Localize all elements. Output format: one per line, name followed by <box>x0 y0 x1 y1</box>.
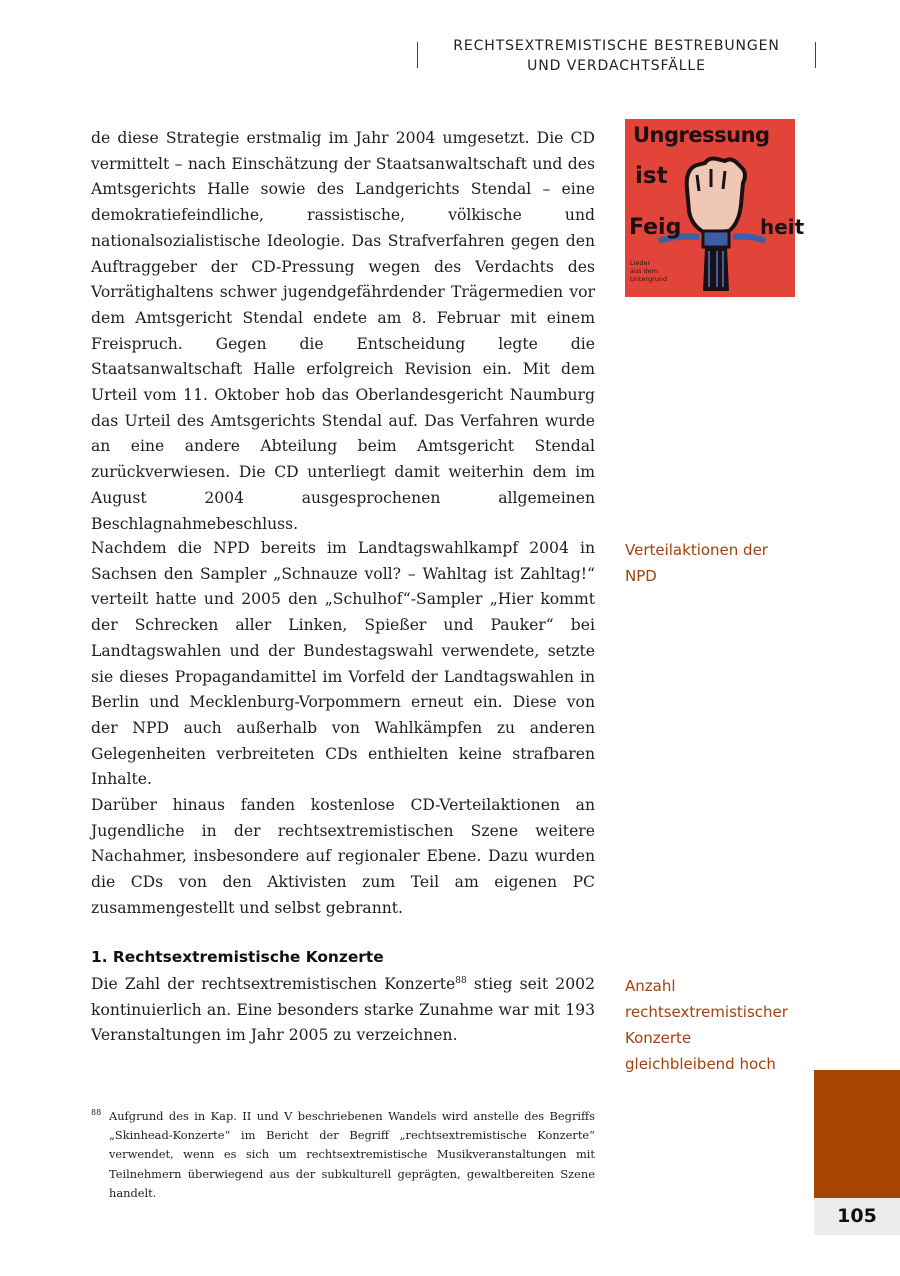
footnote-number: 88 <box>91 1108 102 1117</box>
header-line-2: UND VERDACHTSFÄLLE <box>527 58 706 74</box>
cover-title-line-3-right: heit <box>760 215 805 239</box>
page-number: 105 <box>837 1205 877 1227</box>
section-heading: 1. Rechtsextremistische Konzerte <box>91 948 384 966</box>
cover-title-line-2: ist <box>635 163 668 189</box>
margin-note-concerts: Anzahl rechtsextremistischer Konzerte gleichbleibend hoch <box>625 977 788 1073</box>
concerts-text-before: Die Zahl der rechtsextremistischen Konzerte <box>91 975 456 993</box>
margin-note-distribution: Verteilaktionen der NPD <box>625 541 768 585</box>
cover-title-line-3-left: Feig <box>629 215 682 240</box>
paragraph-cd-actions: Darüber hinaus fanden kostenlose CD-Verteilaktionen an Jugendliche in der rechtsextremistischen Szene weitere Nachahmer, insbesondere auf regionaler Ebene. Dazu wurden die CDs von den Aktivisten zum Teil am eigenen PC zusammengestellt und selbst gebrannt. <box>91 796 595 917</box>
cover-subtitle-line-2: aus dem <box>630 267 659 275</box>
concerts-text-after: stieg seit 2002 kontinuierlich an. Eine besonders starke Zunahme war mit 193 Veranstaltungen im Jahr 2005 zu verzeichnen. <box>91 975 595 1045</box>
cover-subtitle-line-3: Untergrund <box>630 275 668 283</box>
paragraph-concerts <box>91 972 595 1049</box>
running-header-text <box>418 36 815 76</box>
cover-subtitle <box>630 259 700 283</box>
paragraph-cd-proceedings: de diese Strategie erstmalig im Jahr 2004 umgesetzt. Die CD vermittelt – nach Einschätzung der Staatsanwaltschaft und des Amtsgerichts Halle sowie des Landgerichts Stendal – eine demokratiefeindliche, rassistische, völkische und nationalsozialistische Ideologie. Das Strafverfahren gegen den Auftraggeber der CD-Pressung wegen des Verdachts des Vorrätighaltens schwer jugendgefährdender Trägermedien vor dem Amtsgericht Stendal endete am 8. Februar mit einem Freispruch. Gegen die Entscheidung legte die Staatsanwaltschaft Halle erfolgreich Revision ein. Mit dem Urteil vom 11. Oktober hob das Oberlandesgericht Naumburg das Urteil des Amtsgerichts Stendal auf. Das Verfahren wurde an eine andere Abteilung beim Amtsgericht Stendal zurückverwiesen. Die CD unterliegt damit weiterhin dem im August 2004 ausgesprochenen allgemeinen Beschlagnahmebeschluss. <box>91 129 595 533</box>
cover-subtitle-line-1: Lieder <box>630 259 651 267</box>
paragraph-npd-distribution: Nachdem die NPD bereits im Landtagswahlkampf 2004 in Sachsen den Sampler „Schnauze voll? – Wahltag ist Zahltag!“ verteilt hatte und 2005 den „Schulhof“-Sampler „Hier kommt der Schrecken aller Linken, Spießer und Pauker“ bei Landtagswahlen und der Bundestagswahl verwendete, setzte sie dieses Propagandamittel im Vorfeld der Landtagswahlen in Berlin und Mecklenburg-Vorpommern erneut ein. Diese von der NPD auch außerhalb von Wahlkämpfen zu anderen Gelegenheiten verbreiteten CDs enthielten keine strafbaren Inhalte. <box>91 539 595 789</box>
footnote <box>91 1107 595 1203</box>
chapter-tab <box>814 1070 900 1198</box>
header-line-1: RECHTSEXTREMISTISCHE BESTREBUNGEN <box>453 38 780 54</box>
footnote-text: Aufgrund des in Kap. II und V beschriebenen Wandels wird anstelle des Begriffs „Skinhead-Konzerte“ im Bericht der Begriff „rechtsextremistische Konzerte“ verwendet, wenn es sich um rechtsextremistische Musikveranstaltungen mit Teilnehmern überwiegend aus der subkulturell geprägten, gewaltbereiten Szene handelt. <box>109 1109 595 1200</box>
running-header <box>417 38 816 74</box>
cover-title-line-1: Ungressung <box>633 123 770 147</box>
cd-cover-image <box>625 119 805 297</box>
page-number-box <box>814 1198 900 1235</box>
footnote-reference[interactable]: 88 <box>455 975 467 986</box>
